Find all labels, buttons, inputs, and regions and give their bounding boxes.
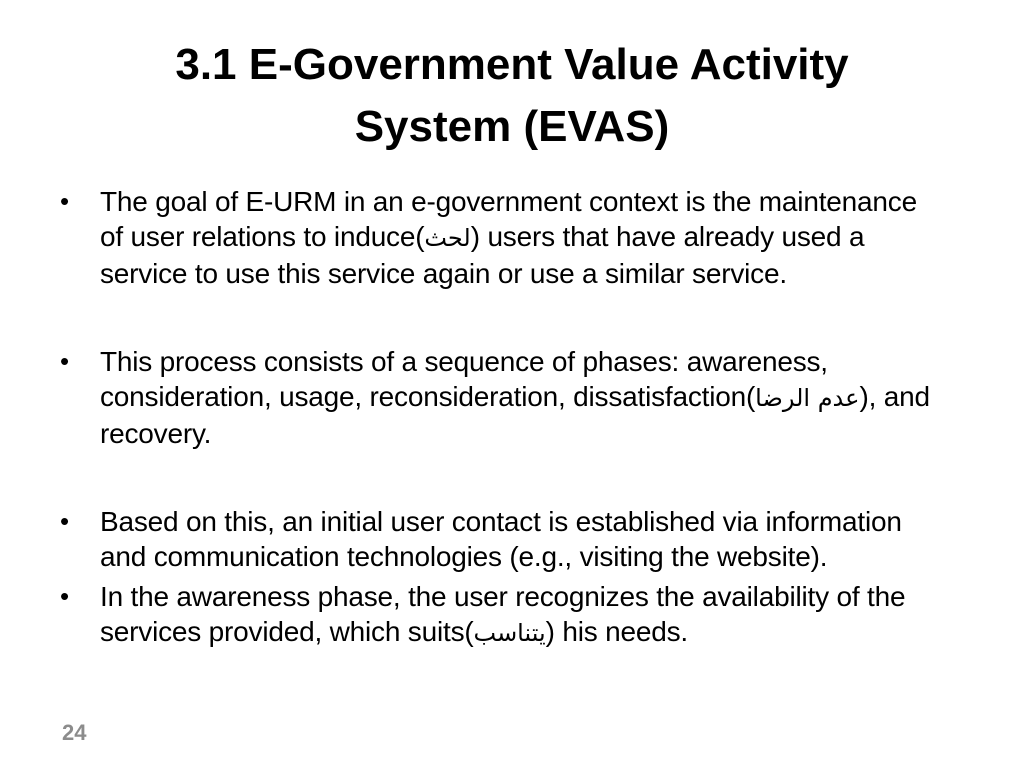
bullet-list <box>56 184 946 651</box>
arabic-gloss: لحث <box>424 224 471 252</box>
bullet-item <box>56 184 946 291</box>
bullet-text: In the awareness phase, the user recognizes the availability of the services provided, which suits( <box>100 581 906 647</box>
bullet-text: ) users that have already used a service to use this service again or use a similar service. <box>100 221 865 289</box>
slide-title-line-1: 3.1 E-Government Value Activity <box>175 40 849 89</box>
bullet-item <box>56 504 946 574</box>
slide-title <box>60 34 964 158</box>
bullet-dot-icon: • <box>60 186 69 216</box>
arabic-gloss: يتناسب <box>473 619 546 647</box>
bullet-dot-icon: • <box>60 346 69 376</box>
page-number: 24 <box>62 720 87 745</box>
bullet-text: ) his needs. <box>545 616 689 647</box>
slide-title-line-2: System (EVAS) <box>354 102 670 151</box>
bullet-text: This process consists of a sequence of phases: awareness, consideration, usage, reconsideration, dissatisfaction( <box>100 346 828 412</box>
bullet-dot-icon: • <box>60 581 69 611</box>
bullet-text: The goal of E-URM in an e-government context is the maintenance of user relations to induce( <box>100 186 917 252</box>
bullet-dot-icon: • <box>60 506 69 536</box>
arabic-gloss: عدم الرضا <box>755 384 860 412</box>
bullet-text: ), and recovery. <box>100 381 930 449</box>
bullet-item <box>56 344 946 451</box>
bullet-text: Based on this, an initial user contact is established via information and communication technologies (e.g., visiting the website). <box>100 506 902 572</box>
bullet-item <box>56 579 946 651</box>
